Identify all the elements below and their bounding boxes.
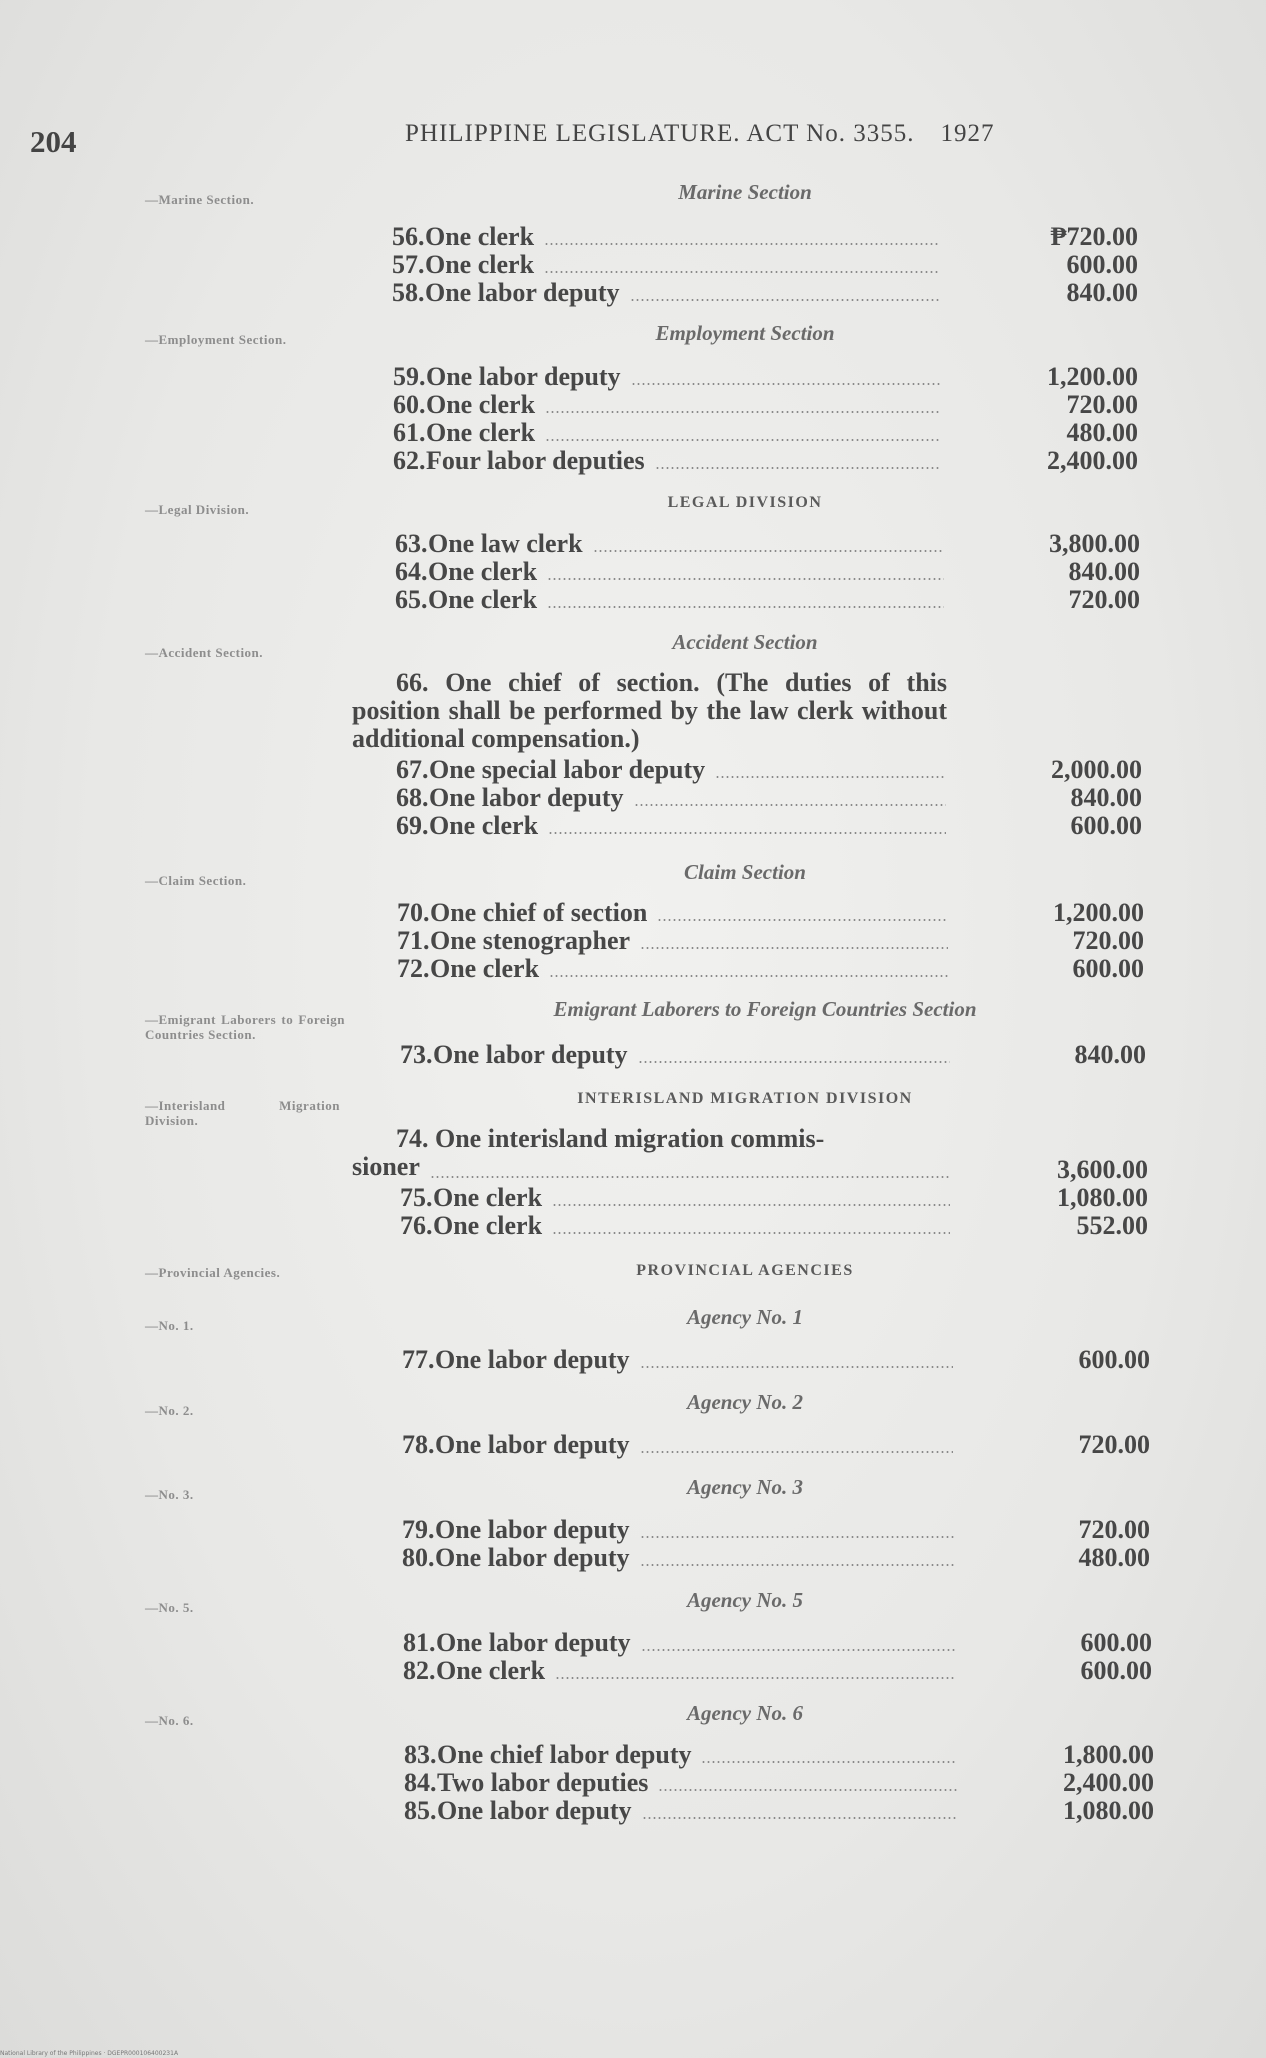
item-amount: 600.00 <box>1070 811 1142 840</box>
dot-leader <box>641 1649 955 1651</box>
dot-leader <box>715 776 946 778</box>
table-row <box>0 1345 1266 1375</box>
item-number: 56. <box>392 222 425 251</box>
table-row <box>0 1543 1266 1573</box>
table-row <box>0 1515 1266 1545</box>
dot-leader <box>640 1366 953 1368</box>
dot-leader <box>593 550 944 552</box>
item-label: One clerk <box>428 585 538 614</box>
side-note-employment: —Employment Section. <box>145 332 287 347</box>
heading-accident-section: Accident Section <box>672 630 818 654</box>
item-66-text: 66. One chief of section. (The duties of this position shall be performed by the law clerk without additional compensation.) <box>352 668 947 753</box>
table-row <box>0 1796 1266 1826</box>
item-amount: 480.00 <box>1078 1543 1150 1572</box>
item-label: One clerk <box>433 1211 543 1240</box>
heading-claim-section: Claim Section <box>684 860 806 884</box>
item-number: 65. <box>395 585 428 614</box>
item-amount: 840.00 <box>1066 278 1138 307</box>
dot-leader <box>658 1789 957 1791</box>
item-number: 79. <box>402 1515 435 1544</box>
item-label: One clerk <box>429 811 539 840</box>
item-label: One clerk <box>428 557 538 586</box>
item-label: One clerk <box>436 1656 546 1685</box>
heading-agency-1: Agency No. 1 <box>686 1305 804 1329</box>
dot-leader <box>631 383 940 385</box>
item-amount: 600.00 <box>1080 1656 1152 1685</box>
side-note-no5: —No. 5. <box>145 1600 194 1615</box>
table-row <box>0 954 1266 984</box>
dot-leader <box>634 804 946 806</box>
item-amount: 2,400.00 <box>1047 446 1138 475</box>
item-label: One chief of section <box>430 898 648 927</box>
side-note-claim: —Claim Section. <box>145 873 247 888</box>
item-amount: 840.00 <box>1070 783 1142 812</box>
dot-leader <box>655 467 940 469</box>
table-row <box>0 362 1266 392</box>
side-note-no2: —No. 2. <box>145 1403 194 1418</box>
dot-leader <box>549 975 948 977</box>
item-label: One labor deputy <box>435 1430 630 1459</box>
item-label: One labor deputy <box>433 1040 628 1069</box>
item-label: One labor deputy <box>426 362 621 391</box>
item-label: One labor deputy <box>435 1515 630 1544</box>
side-note-accident: —Accident Section. <box>145 645 264 660</box>
dot-leader <box>548 832 946 834</box>
item-74-line2: sioner <box>352 1152 420 1181</box>
item-amount: 2,000.00 <box>1051 755 1142 784</box>
running-head-title: PHILIPPINE LEGISLATURE. ACT No. 3355. <box>405 120 915 147</box>
dot-leader <box>642 1817 957 1819</box>
dot-leader <box>430 1176 950 1178</box>
item-label: One clerk <box>425 250 535 279</box>
table-row <box>0 1740 1266 1770</box>
item-number: 68. <box>396 783 429 812</box>
dot-leader <box>552 1232 950 1234</box>
item-number: 72. <box>397 954 430 983</box>
item-label: One clerk <box>433 1183 543 1212</box>
table-row <box>0 557 1266 587</box>
table-row <box>0 1183 1266 1213</box>
item-amount: 1,200.00 <box>1053 898 1144 927</box>
dot-leader <box>555 1677 955 1679</box>
table-row <box>0 811 1266 841</box>
heading-emigrant-section: Emigrant Laborers to Foreign Countries Section <box>553 997 977 1021</box>
item-number: 77. <box>402 1345 435 1374</box>
source-footer: National Library of the Philippines · DGEPR000106400231A <box>0 2050 179 2057</box>
item-label: One labor deputy <box>435 1345 630 1374</box>
item-number: 80. <box>402 1543 435 1572</box>
table-row <box>0 1628 1266 1658</box>
item-label: One chief labor deputy <box>437 1740 692 1769</box>
item-amount: 600.00 <box>1066 250 1138 279</box>
heading-agency-2: Agency No. 2 <box>686 1390 804 1414</box>
item-label: One stenographer <box>430 926 631 955</box>
table-row <box>0 755 1266 785</box>
table-row <box>0 1430 1266 1460</box>
side-note-no6: —No. 6. <box>145 1713 194 1728</box>
table-row <box>0 898 1266 928</box>
dot-leader <box>640 1564 954 1566</box>
item-number: 69. <box>396 811 429 840</box>
dot-leader <box>552 1204 950 1206</box>
table-row <box>0 1155 1266 1185</box>
item-label: One labor deputy <box>435 1543 630 1572</box>
item-label: One special labor deputy <box>429 755 706 784</box>
table-row <box>0 529 1266 559</box>
item-number: 63. <box>395 529 428 558</box>
table-row <box>0 390 1266 420</box>
table-row <box>0 1211 1266 1241</box>
item-amount: 552.00 <box>1076 1211 1148 1240</box>
item-number: 82. <box>403 1656 436 1685</box>
item-amount: 840.00 <box>1074 1040 1146 1069</box>
item-label: One clerk <box>426 418 536 447</box>
heading-interisland-division: INTERISLAND MIGRATION DIVISION <box>577 1090 913 1107</box>
table-row <box>0 1768 1266 1798</box>
item-label: Four labor deputies <box>426 446 645 475</box>
heading-agency-6: Agency No. 6 <box>686 1701 804 1725</box>
side-note-no1: —No. 1. <box>145 1318 194 1333</box>
item-amount: 3,800.00 <box>1049 529 1140 558</box>
item-number: 58. <box>392 278 425 307</box>
item-label: One clerk <box>426 390 536 419</box>
item-amount: 600.00 <box>1080 1628 1152 1657</box>
side-note-provincial: —Provincial Agencies. <box>145 1265 281 1280</box>
item-number: 71. <box>397 926 430 955</box>
item-label: One clerk <box>425 222 535 251</box>
item-amount: 600.00 <box>1072 954 1144 983</box>
table-row <box>0 585 1266 615</box>
item-label: One clerk <box>430 954 540 983</box>
item-amount: 720.00 <box>1072 926 1144 955</box>
heading-agency-3: Agency No. 3 <box>686 1475 804 1499</box>
dot-leader <box>640 947 948 949</box>
dot-leader <box>657 919 948 921</box>
item-number: 78. <box>402 1430 435 1459</box>
page-number: 204 <box>30 124 77 159</box>
item-number: 64. <box>395 557 428 586</box>
item-number: 85. <box>404 1796 437 1825</box>
table-row <box>0 418 1266 448</box>
side-note-marine: —Marine Section. <box>145 192 255 207</box>
item-number: 73. <box>400 1040 433 1069</box>
running-head <box>405 120 994 148</box>
item-number: 70. <box>397 898 430 927</box>
dot-leader <box>640 1451 953 1453</box>
side-note-emigrant: —Emigrant Laborers to Foreign Countries Section. <box>145 1012 345 1042</box>
item-66-paragraph <box>352 669 947 753</box>
item-number: 81. <box>403 1628 436 1657</box>
dot-leader <box>545 411 940 413</box>
item-number: 62. <box>393 446 426 475</box>
item-amount: 720.00 <box>1068 585 1140 614</box>
dot-leader <box>630 299 940 301</box>
item-number: 83. <box>404 1740 437 1769</box>
heading-legal-division: LEGAL DIVISION <box>667 494 823 511</box>
item-amount: 720.00 <box>1066 390 1138 419</box>
item-number: 59. <box>393 362 426 391</box>
dot-leader <box>544 243 940 245</box>
dot-leader <box>544 271 940 273</box>
item-74-line1: 74. One interisland migration commis- <box>396 1124 825 1153</box>
item-amount: 600.00 <box>1078 1345 1150 1374</box>
item-number: 60. <box>393 390 426 419</box>
dot-leader <box>640 1536 954 1538</box>
item-number: 75. <box>400 1183 433 1212</box>
item-number: 61. <box>393 418 426 447</box>
item-amount: 1,800.00 <box>1063 1740 1154 1769</box>
item-amount: 720.00 <box>1078 1430 1150 1459</box>
running-head-year: 1927 <box>940 120 995 147</box>
table-row <box>0 926 1266 956</box>
dot-leader <box>638 1061 950 1063</box>
side-note-no3: —No. 3. <box>145 1487 194 1502</box>
item-amount: 1,080.00 <box>1063 1796 1154 1825</box>
table-row <box>0 1656 1266 1686</box>
item-amount: 1,200.00 <box>1047 362 1138 391</box>
item-amount: 840.00 <box>1068 557 1140 586</box>
heading-provincial-agencies: PROVINCIAL AGENCIES <box>636 1262 854 1279</box>
table-row <box>0 1040 1266 1070</box>
heading-employment-section: Employment Section <box>655 321 835 345</box>
item-label: One law clerk <box>428 529 583 558</box>
dot-leader <box>545 439 940 441</box>
item-label: Two labor deputies <box>437 1768 649 1797</box>
dot-leader <box>547 578 944 580</box>
item-number: 76. <box>400 1211 433 1240</box>
item-label: One labor deputy <box>436 1628 631 1657</box>
side-note-legal: —Legal Division. <box>145 502 250 517</box>
item-label: One labor deputy <box>437 1796 632 1825</box>
item-number: 84. <box>404 1768 437 1797</box>
item-label: One labor deputy <box>429 783 624 812</box>
side-note-interisland: —Interisland Migration Division. <box>145 1098 340 1128</box>
table-row <box>0 222 1266 252</box>
heading-marine-section: Marine Section <box>678 180 812 204</box>
item-amount: 480.00 <box>1066 418 1138 447</box>
heading-agency-5: Agency No. 5 <box>686 1588 804 1612</box>
table-row <box>0 250 1266 280</box>
item-label: One labor deputy <box>425 278 620 307</box>
item-amount: 3,600.00 <box>1057 1155 1148 1184</box>
item-amount: ₱720.00 <box>1050 222 1138 251</box>
table-row <box>0 446 1266 476</box>
item-amount: 1,080.00 <box>1057 1183 1148 1212</box>
dot-leader <box>701 1761 957 1763</box>
item-amount: 720.00 <box>1078 1515 1150 1544</box>
item-amount: 2,400.00 <box>1063 1768 1154 1797</box>
dot-leader <box>547 606 944 608</box>
table-row <box>0 783 1266 813</box>
item-number: 57. <box>392 250 425 279</box>
table-row <box>0 278 1266 308</box>
item-number: 67. <box>396 755 429 784</box>
